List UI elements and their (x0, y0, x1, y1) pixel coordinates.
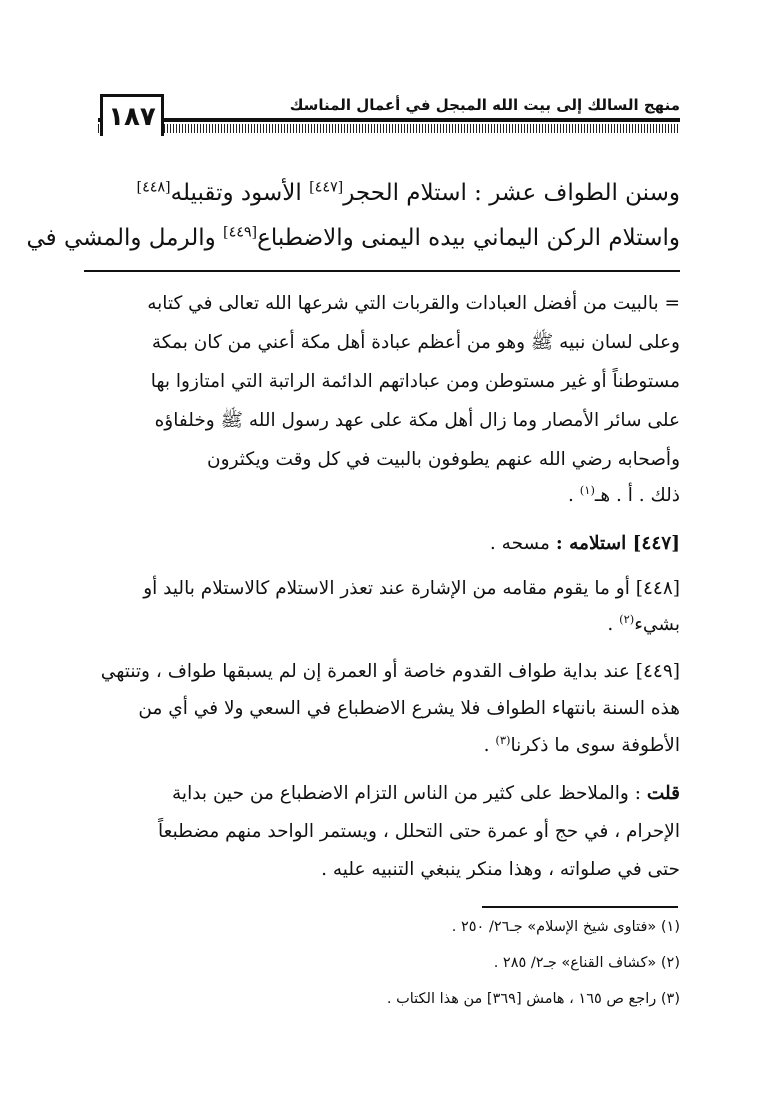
note-447-term: استلامه : (555, 533, 633, 554)
main-text-line-1: وسنن الطواف عشر : استلام الحجر[٤٤٧] الأسود وتقبيله[٤٤٨] (136, 179, 680, 206)
commentary-line-1: = بالبيت من أفضل العبادات والقربات التي شرعها الله تعالى في كتابه (147, 293, 680, 314)
main-text-line-2: واستلام الركن اليماني بيده اليمنى والاضطباع[٤٤٩] والرمل والمشي في (26, 224, 680, 251)
ref-448: [٤٤٨] (136, 179, 171, 196)
header-rule (98, 118, 680, 136)
ref-447: [٤٤٧] (309, 179, 344, 196)
remark-line-2: الإحرام ، في حج أو عمرة حتى التحلل ، ويستمر الواحد منهم مضطبعاً (158, 821, 680, 842)
note-449-line-3: الأطوفة سوى ما ذكرنا$^{(٣)}$ . (483, 732, 680, 756)
commentary-line-6: ذلك . أ . هـ$^{(١)}$ . (568, 482, 680, 506)
commentary-line-3: مستوطناً أو غير مستوطن ومن عباداتهم الدائمة الراتبة التي امتازوا بها (150, 371, 680, 392)
note-449-number: [٤٤٩] (635, 661, 680, 682)
note-449-line-1: [٤٤٩] عند بداية طواف القدوم خاصة أو العمرة إن لم يسبقها طواف ، وتنتهي (100, 661, 680, 682)
ref-449: [٤٤٩] (223, 224, 258, 241)
note-448-line-2: بشيء$^{(٢)}$ . (607, 611, 680, 635)
note-447-number: [٤٤٧] (632, 533, 680, 554)
remark-line-3: حتى في صلواته ، وهذا منكر ينبغي التنبيه عليه . (321, 859, 680, 880)
commentary-line-5: وأصحابه رضي الله عنهم يطوفون بالبيت في كل وقت ويكثرون (207, 449, 680, 470)
page-number: ١٨٧ (100, 94, 164, 136)
sources-divider (482, 906, 678, 908)
commentary-line-2: وعلى لسان نبيه ﷺ وهو من أعظم عبادة أهل مكة أعني من كان بمكة (151, 332, 680, 353)
note-449-line-2: هذه السنة بانتهاء الطواف فلا يشرع الاضطباع في السعي ولا في أي من (138, 698, 680, 719)
header-rule-thick (98, 118, 680, 122)
remark-line-1: قلت : والملاحظ على كثير من الناس التزام الاضطباع من حين بداية (172, 783, 680, 804)
note-448-line-1: [٤٤٨] أو ما يقوم مقامه من الإشارة عند تعذر الاستلام كالاستلام باليد أو (143, 578, 680, 599)
source-note-3: (٣) راجع ص ١٦٥ ، هامش [٣٦٩] من هذا الكتاب . (386, 991, 680, 1007)
note-447: [٤٤٧] استلامه : مسحه . (489, 533, 680, 554)
running-title: منهج السالك إلى بيت الله المبجل في أعمال المناسك (289, 96, 680, 114)
commentary-line-4: على سائر الأمصار وما زال أهل مكة على عهد رسول الله ﷺ وخلفاؤه (154, 410, 680, 431)
header-rule-hatch (98, 124, 680, 133)
note-448-number: [٤٤٨] (635, 578, 680, 599)
remark-label: قلت (646, 783, 680, 804)
source-ref-1: (١) (579, 482, 595, 497)
main-text-divider (84, 270, 680, 272)
source-note-2: (٢) «كشاف القناع» جـ٢/ ٢٨٥ . (493, 955, 680, 971)
source-note-1: (١) «فتاوى شيخ الإسلام» جـ٢٦/ ٢٥٠ . (451, 919, 680, 935)
source-ref-2: (٢) (619, 611, 635, 626)
source-ref-3: (٣) (495, 732, 511, 747)
